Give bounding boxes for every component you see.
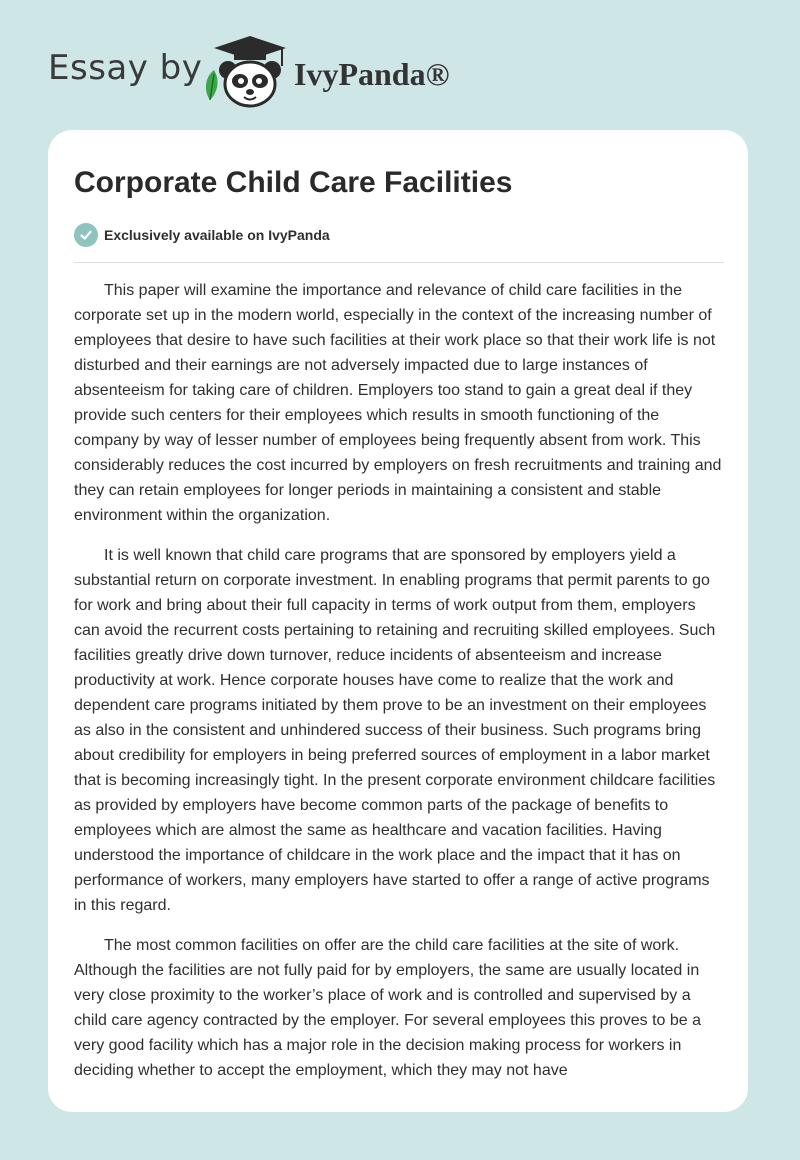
check-icon: [74, 223, 98, 247]
essay-by-label: Essay by: [48, 48, 203, 88]
essay-card: [48, 130, 748, 1112]
paragraph: It is well known that child care programs that are sponsored by employers yield a substantial return on corporate investment. In enabling programs that permit parents to go for work and bring about their full capacity in terms of work output from them, employers can avoid the recurrent costs pertaining to retaining and recruiting skilled employees. Such facilities greatly drive down turnover, reduce incidents of absenteeism and increase productivity at work. Hence corporate houses have come to realize that the work and dependent care programs initiated by them prove to be an investment on their employees as also in the consistent and unhindered success of their business. Such programs bring about credibility for employers in being preferred sources of employment in a labor market that is becoming increasingly tight. In the present corporate environment childcare facilities as provided by employers have become common parts of the package of benefits to employees which are almost the same as healthcare and vacation facilities. Having understood the importance of childcare in the work place and the impact that it has on performance of workers, many employers have started to offer a range of active programs in this regard.: [74, 547, 716, 914]
paragraph: The most common facilities on offer are the child care facilities at the site of work. Although the facilities are not fully paid for by employers, the same are usually located in very close proximity to the worker’s place of work and is controlled and supervised by a child care agency contracted by the employer. For several employees this proves to be a very good facility which has a major role in the decision making process for workers in deciding whether to accept the employment, which they may not have: [74, 937, 701, 1079]
paragraph: This paper will examine the importance and relevance of child care facilities in the corporate set up in the modern world, especially in the context of the increasing number of employees that desire to have such facilities at their work place so that their work life is not disturbed and their earnings are not adversely impacted due to large instances of absenteeism for taking care of children. Employers too stand to gain a great deal if they provide such centers for their employees which results in smooth functioning of the company by way of lesser number of employees being frequently absent from work. This considerably reduces the cost incurred by employers on fresh recruitments and training and they can retain employees for longer periods in maintaining a consistent and stable environment within the organization.: [74, 282, 722, 524]
brand-name[interactable]: IvyPanda®: [294, 56, 450, 92]
exclusive-badge: [74, 222, 330, 248]
page-title: Corporate Child Care Facilities: [74, 166, 513, 199]
site-header: [0, 0, 800, 130]
essay-body: [74, 278, 724, 1098]
divider: [74, 262, 724, 263]
exclusive-text: Exclusively available on IvyPanda: [104, 227, 330, 243]
panda-logo-icon[interactable]: [200, 30, 292, 110]
